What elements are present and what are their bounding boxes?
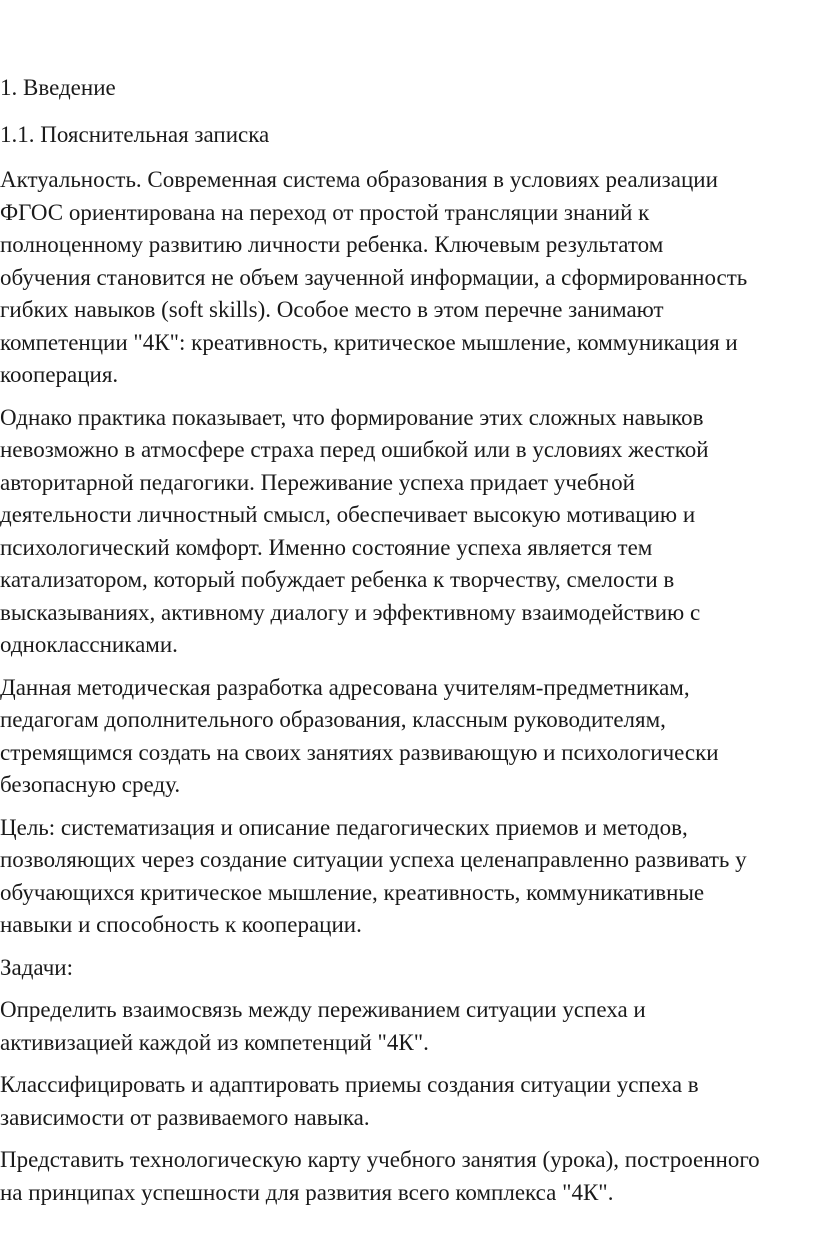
subsection-heading: 1.1. Пояснительная записка: [0, 121, 270, 147]
paragraph-relevance: Актуальность. Современная система образования в условиях реализации ФГОС ориентирована на переход от простой трансляции знаний к полноценному развитию личности ребенка. Ключевым результатом обучения становится не объем заученной информации, а сформированность гибких навыков (soft skills). Особое место в этом перечне занимают компетенции "4К": креативность, критическое мышление, коммуникация и кооперация.: [0, 167, 748, 387]
paragraph-practice: Однако практика показывает, что формирование этих сложных навыков невозможно в атмосфере страха перед ошибкой или в условиях жесткой авторитарной педагогики. Переживание успеха придает учебной деятельности личностный смысл, обеспечивает высокую мотивацию и психологический комфорт. Именно состояние успеха является тем катализатором, который побуждает ребенка к творчеству, смелости в высказываниях, активному диалогу и эффективному взаимодействию с одноклассниками.: [0, 404, 709, 657]
task-item: Представить технологическую карту учебного занятия (урока), построенного на принципах успешности для развития всего комплекса "4К".: [0, 1147, 760, 1205]
paragraph-audience: Данная методическая разработка адресована учителям-предметникам, педагогам дополнительного образования, классным руководителям, стремящимся создать на своих занятиях развивающую и психологически безопасную среду.: [0, 674, 719, 797]
tasks-label: Задачи:: [0, 954, 73, 980]
section-heading: 1. Введение: [0, 75, 116, 100]
paragraph-goal: Цель: систематизация и описание педагогических приемов и методов, позволяющих через создание ситуации успеха целенаправленно развивать у обучающихся критическое мышление, креативность, коммуникативные навыки и способность к кооперации.: [0, 814, 747, 937]
task-item: Определить взаимосвязь между переживанием ситуации успеха и активизацией каждой из компетенций "4К".: [0, 997, 646, 1055]
task-item: Классифицировать и адаптировать приемы создания ситуации успеха в зависимости от развиваемого навыка.: [0, 1072, 699, 1130]
